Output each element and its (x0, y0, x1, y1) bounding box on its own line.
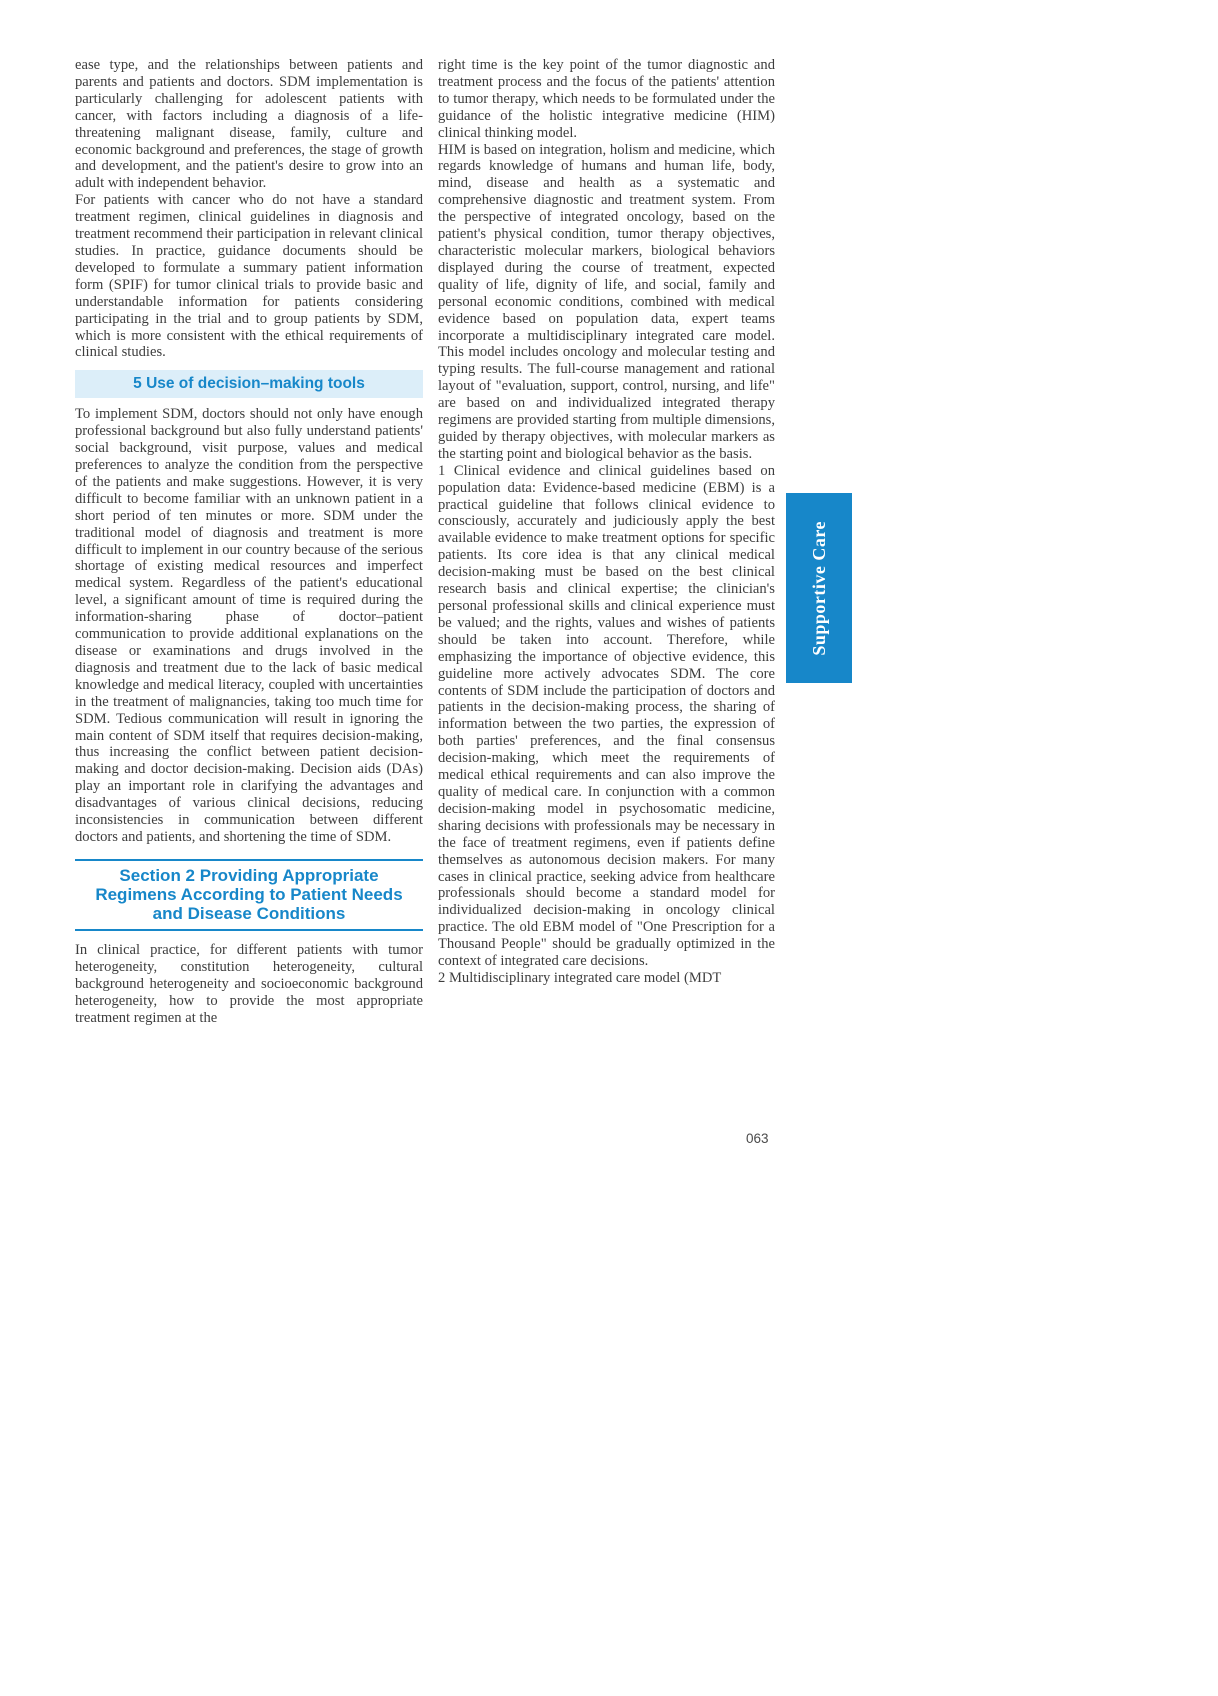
paragraph-right-time: right time is the key point of the tumor diagnostic and treatment process and the focus of the patients' attention to tumor therapy, which needs to be formulated under the guidance of the holistic integrative medicine (HIM) clinical thinking model. (438, 57, 775, 141)
page-number: 063 (746, 1131, 769, 1146)
paragraph-implement-sdm: To implement SDM, doctors should not only have enough professional background but also fully understand patients' social background, visit purpose, values and medical preferences to analyze the condition from the perspective of the patients and make suggestions. However, it is very difficult to become familiar with an unknown patient in a short period of ten minutes or more. SDM under the traditional model of diagnosis and treatment is more difficult to implement in our country because of the serious shortage of existing medical resources and imperfect medical system. Regardless of the patient's educational level, a significant amount of time is required during the information-sharing phase of doctor–patient communication to provide additional explanations on the disease or examinations and drugs involved in the diagnosis and treatment due to the lack of basic medical knowledge and medical literacy, coupled with uncertainties in the treatment of malignancies, taking too much time for SDM. Tedious communication will result in ignoring the main content of SDM itself that requires decision-making, thus increasing the conflict between patient decision-making and doctor decision-making. Decision aids (DAs) play an important role in clarifying the advantages and disadvantages of various clinical decisions, reducing inconsistencies in communication between different doctors and patients, and shortening the time of SDM. (75, 406, 423, 845)
section-2-heading-line-1: Section 2 Providing Appropriate (119, 865, 379, 885)
subsection-heading-decision-making-tools: 5 Use of decision–making tools (75, 370, 423, 398)
left-column (75, 57, 423, 1026)
paragraph-clinical-evidence-ebm: 1 Clinical evidence and clinical guidelines based on population data: Evidence-based medicine (EBM) is a practical guideline that follows clinical evidence to consciously, accurately and judiciously apply the best available evidence to make treatment options for specific patients. Its core idea is that any clinical medical decision-making must be based on the best clinical research basis and clinical expertise; the clinician's personal professional skills and clinical experience must be valued; and the rights, values and wishes of patients should be taken into account. Therefore, while emphasizing the importance of objective evidence, this guideline more actively advocates SDM. The core contents of SDM include the participation of doctors and patients in the decision-making process, the sharing of information between the two parties, the expression of both parties' preferences, and the final consensus decision-making, which meet the requirements of medical ethical requirements and can also improve the quality of medical care. In conjunction with a common decision-making model in psychosomatic medicine, sharing decisions with professionals may be necessary in the face of treatment regimens, even if patients define themselves as autonomous decision makers. For many cases in clinical practice, seeking advice from healthcare professionals should become a standard model for individualized decision-making in oncology clinical practice. The old EBM model of "One Prescription for a Thousand People" should be gradually optimized in the context of integrated care decisions. (438, 462, 775, 970)
paragraph-him-model: HIM is based on integration, holism and medicine, which regards knowledge of humans and human life, body, mind, disease and health as a systematic and comprehensive diagnostic and treatment system. From the perspective of integrated oncology, based on the patient's physical condition, tumor therapy objectives, characteristic molecular markers, biological behaviors displayed during the course of treatment, expected quality of life, dignity of life, and social, family and personal economic conditions, combined with medical evidence based on population data, expert teams incorporate a multidisciplinary integrated care model. This model includes oncology and molecular testing and typing results. The full-course management and rational layout of "evaluation, support, control, nursing, and life" are based on and individualized integrated therapy regimens are provided starting from multiple dimensions, guided by therapy objectives, with molecular markers as the starting point and biological behavior as the basis. (438, 141, 775, 462)
supportive-care-side-tab (786, 493, 852, 683)
supportive-care-tab-label: Supportive Care (808, 520, 829, 656)
paragraph-clinical-studies: For patients with cancer who do not have a standard treatment regimen, clinical guidelines in diagnosis and treatment recommend their participation in relevant clinical studies. In practice, guidance documents should be developed to formulate a summary patient information form (SPIF) for tumor clinical trials to provide basic and understandable information for patients considering participating in the trial and to group patients by SDM, which is more consistent with the ethical requirements of clinical studies. (75, 192, 423, 361)
paragraph-clinical-practice: In clinical practice, for different patients with tumor heterogeneity, constitution heterogeneity, cultural background heterogeneity and socioeconomic background heterogeneity, how to provide the most appropriate treatment regimen at the (75, 941, 423, 1026)
paragraph-ease-type: ease type, and the relationships between patients and parents and patients and doctors. SDM implementation is particularly challenging for adolescent patients with cancer, with factors including a diagnosis of a life-threatening malignant disease, family, culture and economic background and preferences, the stage of growth and development, and the patient's desire to grow into an adult with independent behavior. (75, 57, 423, 192)
paragraph-mdt-model: 2 Multidisciplinary integrated care model (MDT (438, 969, 722, 986)
section-2-heading-line-2: Regimens According to Patient Needs (95, 884, 403, 904)
section-2-heading-line-3: and Disease Conditions (152, 903, 346, 923)
section-2-heading (75, 859, 423, 931)
right-column (438, 57, 775, 987)
